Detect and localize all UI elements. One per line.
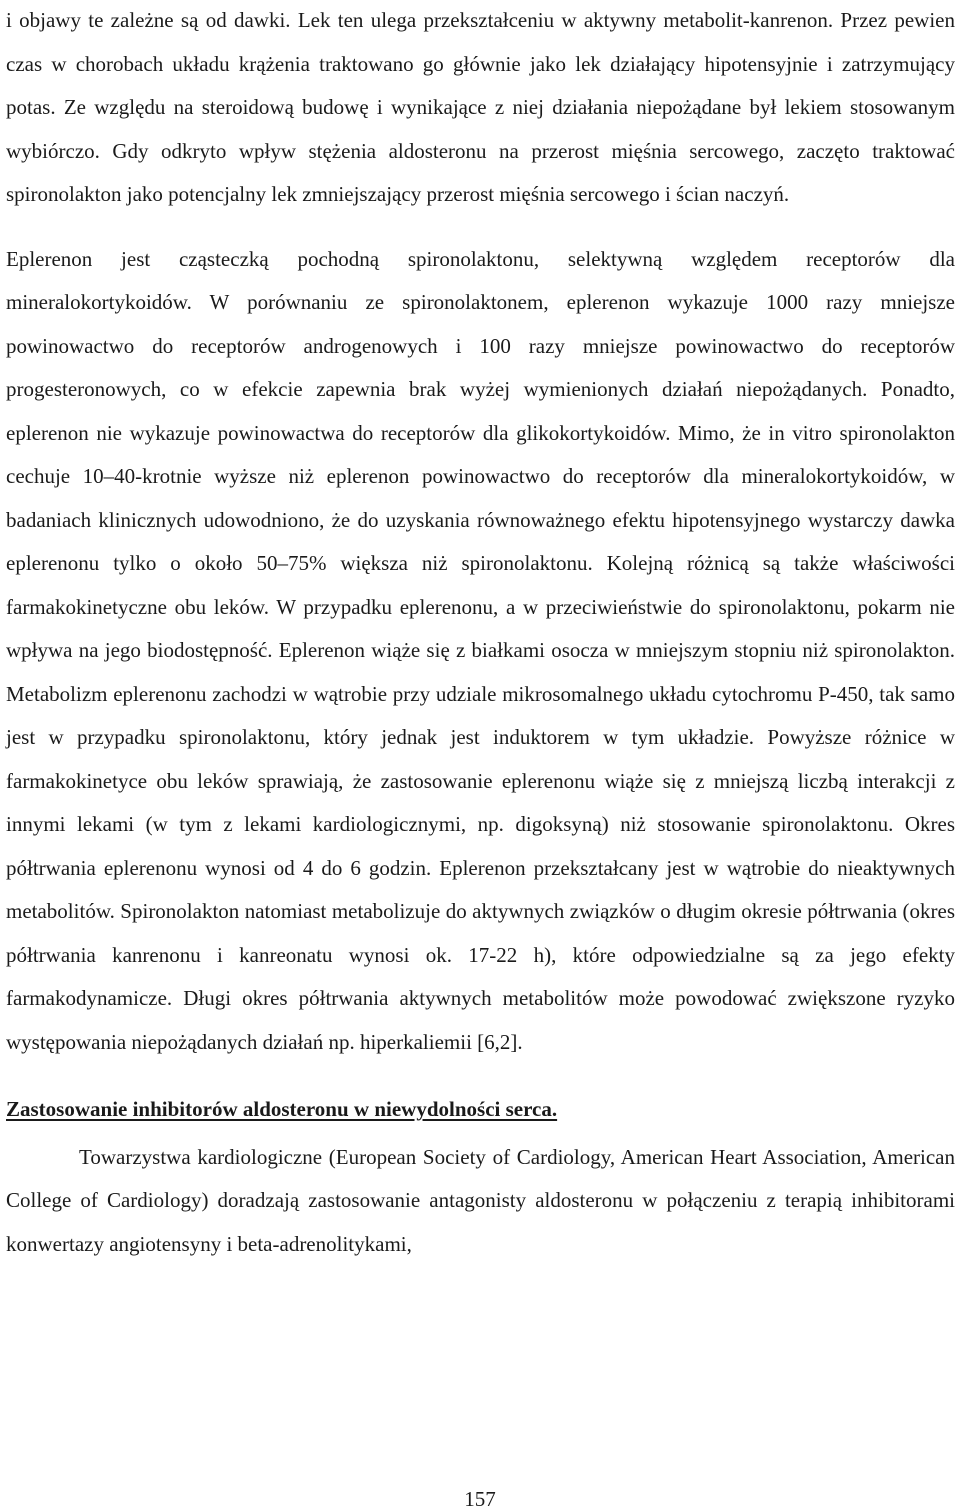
page-number: 157 (464, 1487, 496, 1511)
document-page (6, 0, 955, 1266)
paragraph-spironolactone: i objawy te zależne są od dawki. Lek ten ulega przekształceniu w aktywny metabolit-kanrenon. Przez pewien czas w chorobach układu krążenia traktowano go głównie jako lek działający hipotensyjnie i zatrzymujący potas. Ze względu na steroidową budowę i wynikające z niej działania niepożądane był lekiem stosowanym wybiórczo. Gdy odkryto wpływ stężenia aldosteronu na przerost mięśnia sercowego, zaczęto traktować spironolakton jako potencjalny lek zmniejszający przerost mięśnia sercowego i ścian naczyń. (6, 8, 955, 206)
paragraph-eplerenone: Eplerenon jest cząsteczką pochodną spironolaktonu, selektywną względem receptorów dla mineralokortykoidów. W porównaniu ze spironolaktonem, eplerenon wykazuje 1000 razy mniejsze powinowactwo do receptorów androgenowych i 100 razy mniejsze powinowactwo do receptorów progesteronowych, co w efekcie zapewnia brak wyżej wymienionych działań niepożądanych. Ponadto, eplerenon nie wykazuje powinowactwa do receptorów dla glikokortykoidów. Mimo, że in vitro spironolakton cechuje 10–40-krotnie wyższe niż eplerenon powinowactwo do receptorów dla mineralokortykoidów, w badaniach klinicznych udowodniono, że do uzyskania równoważnego efektu hipotensyjnego wystarczy dawka eplerenonu tylko o około 50–75% większa niż spironolaktonu. Kolejną różnicą są także właściwości farmakokinetyczne obu leków. W przypadku eplerenonu, a w przeciwieństwie do spironolaktonu, pokarm nie wpływa na jego biodostępność. Eplerenon wiąże się z białkami osocza w mniejszym stopniu niż spironolakton. Metabolizm eplerenonu zachodzi w wątrobie przy udziale mikrosomalnego układu cytochromu P-450, tak samo jest w przypadku spironolaktonu, który jednak jest induktorem w tym układzie. Powyższe różnice w farmakokinetyce obu leków sprawiają, że zastosowanie eplerenonu wiąże się z mniejszą liczbą interakcji z innymi lekami (w tym z lekami kardiologicznymi, np. digoksyną) niż stosowanie spironolaktonu. Okres półtrwania eplerenonu wynosi od 4 do 6 godzin. Eplerenon przekształcany jest w wątrobie do nieaktywnych metabolitów. Spironolakton natomiast metabolizuje do aktywnych związków o długim okresie półtrwania (okres półtrwania kanrenonu i kanreonatu wynosi ok. 17-22 h), które odpowiedzialne są za jego efekty farmakodynamicze. Długi okres półtrwania aktywnych metabolitów może powodować zwiększone ryzyko występowania niepożądanych działań np. hiperkaliemii [6,2]. (6, 246, 955, 1054)
paragraph-guidelines: Towarzystwa kardiologiczne (European Society of Cardiology, American Heart Association, American College of Cardiology) doradzają zastosowanie antagonisty aldosteronu w połączeniu z terapią inhibitorami konwertazy angiotensyny i beta-adrenolitykami, (6, 1144, 955, 1256)
section-heading: Zastosowanie inhibitorów aldosteronu w niewydolności serca. (6, 1097, 558, 1121)
